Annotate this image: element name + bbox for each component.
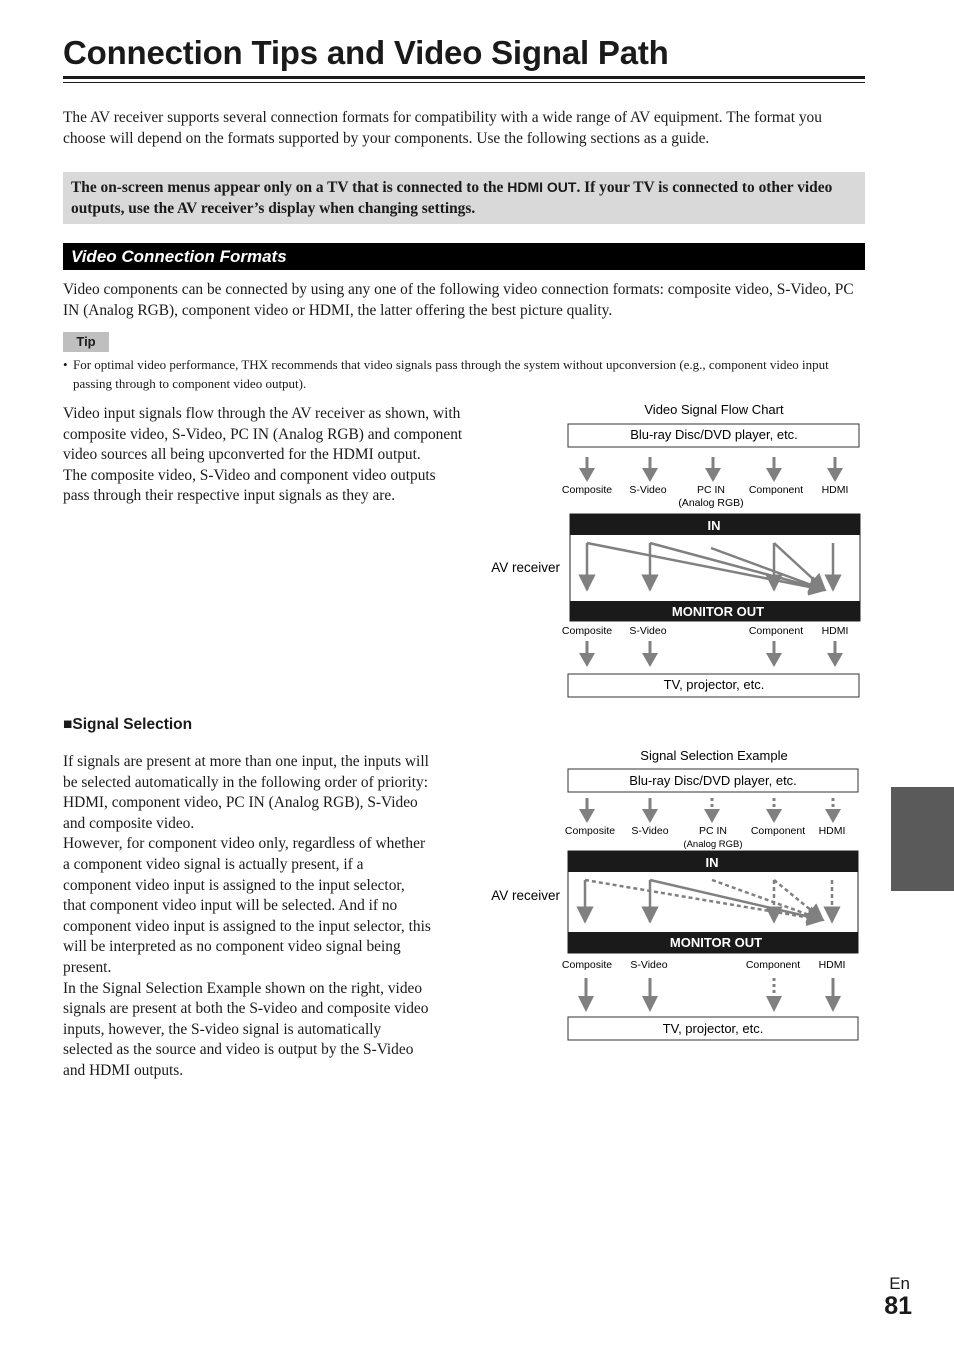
flow-output-svideo: S-Video xyxy=(629,625,667,637)
sel-path-composite-hdmi xyxy=(585,880,823,920)
sel-path-pcin-hdmi xyxy=(712,880,823,920)
selection-input-svideo: S-Video xyxy=(631,825,669,837)
sel-in-arrow-composite xyxy=(579,798,595,823)
flow-in-arrow-component xyxy=(766,457,782,482)
flow-in-arrow-svideo xyxy=(642,457,658,482)
sel-in-arrow-component xyxy=(766,798,782,823)
selection-output-component: Component xyxy=(745,959,801,971)
flow-in-arrow-pcin xyxy=(705,457,721,482)
flow-output-hdmi: HDMI xyxy=(821,625,849,637)
formats-paragraph: Video components can be connected by using any one of the following video connection formats: composite video, S-Video, PC IN (Analog RGB), component video or HDMI, the latter offering the best picture quality. xyxy=(63,281,854,319)
selection-input-composite: Composite xyxy=(564,825,616,837)
flow-input-composite: Composite xyxy=(561,484,613,496)
language-label: En xyxy=(889,1274,910,1293)
tip-label: Tip xyxy=(63,332,109,352)
selection-output-svideo: S-Video xyxy=(630,959,668,971)
flow-receiver-label: AV receiver xyxy=(491,560,560,575)
selection-input-arrows xyxy=(579,798,841,823)
flow-input-component: Component xyxy=(748,484,804,496)
sel-out-arrow-composite xyxy=(578,978,594,1012)
selection-output-composite: Composite xyxy=(561,959,613,971)
flow-paragraph-1: Video input signals flow through the AV receiver as shown, with composite video, S-Video, PC IN (Analog RGB) and component video sources all being upconverted for the HDMI output. xyxy=(63,405,463,464)
selection-title: Signal Selection Example xyxy=(640,748,788,763)
selection-paragraph-3: In the Signal Selection Example shown on the right, video signals are present at both the S-video and composite video inputs, however, the S-video signal is automatically selected as the source and video is output by the S-Video and HDMI outputs. xyxy=(63,979,429,1079)
selection-input-pcin: PC IN xyxy=(698,825,728,837)
page-title: Connection Tips and Video Signal Path xyxy=(63,34,669,71)
flow-out-arrow-svideo xyxy=(642,641,658,667)
flow-input-svideo: S-Video xyxy=(629,484,667,496)
intro-paragraph: The AV receiver supports several connection formats for compatibility with a wide range of AV equipment. The format you choose will depend on the formats supported by your components. Use the following sections as a guide. xyxy=(63,109,822,147)
tip-body: For optimal video performance, THX recommends that video signals pass through the system without upconversion (e.g., component video input passing through to component video output). xyxy=(73,357,829,391)
selection-receiver-label: AV receiver xyxy=(491,888,560,903)
flow-monitor-label: MONITOR OUT xyxy=(671,604,765,619)
sel-in-arrow-pcin xyxy=(704,798,720,823)
flow-paragraph-2: The composite video, S-Video and component video outputs pass through their respective input signals as they are. xyxy=(63,466,436,505)
flow-output-component: Component xyxy=(748,625,804,637)
chapter-side-tab xyxy=(891,787,954,891)
flow-in-arrow-composite xyxy=(579,457,595,482)
selection-source-label: Blu-ray Disc/DVD player, etc. xyxy=(629,773,797,788)
flow-out-arrow-hdmi xyxy=(827,641,843,667)
flow-out-arrow-composite xyxy=(579,641,595,667)
selection-paragraph-1: If signals are present at more than one input, the inputs will be selected automatically in the following order of priority: HDMI, component video, PC IN (Analog RGB), S-Video and composite video. xyxy=(63,753,429,832)
flow-source-label: Blu-ray Disc/DVD player, etc. xyxy=(630,427,798,442)
selection-internal-paths xyxy=(585,880,832,922)
flow-input-pcin-sub: (Analog RGB) xyxy=(678,497,744,509)
flow-out-arrow-component xyxy=(766,641,782,667)
sel-out-arrow-svideo xyxy=(642,978,658,1012)
selection-in-label: IN xyxy=(705,855,719,870)
selection-monitor-label: MONITOR OUT xyxy=(669,935,763,950)
sel-in-arrow-svideo xyxy=(642,798,658,823)
notice-keyword: HDMI OUT xyxy=(507,179,577,195)
flow-in-arrow-hdmi xyxy=(827,457,843,482)
selection-input-pcin-sub: (Analog RGB) xyxy=(683,839,743,850)
heading-text: Signal Selection xyxy=(72,716,193,733)
flow-input-pcin: PC IN xyxy=(696,484,726,496)
signal-selection-example xyxy=(491,748,858,1040)
flow-path-pcin-hdmi xyxy=(711,548,825,590)
sel-out-arrow-component xyxy=(766,978,782,1012)
tip-bullet: • xyxy=(63,357,68,372)
section-title: Video Connection Formats xyxy=(63,243,865,270)
flow-output-composite: Composite xyxy=(561,625,613,637)
selection-destination-label: TV, projector, etc. xyxy=(662,1021,764,1036)
page-number: 81 xyxy=(884,1292,912,1320)
flow-chart-title: Video Signal Flow Chart xyxy=(644,402,784,417)
selection-input-hdmi: HDMI xyxy=(818,825,846,837)
flow-destination-label: TV, projector, etc. xyxy=(663,677,765,692)
flow-input-hdmi: HDMI xyxy=(821,484,849,496)
notice-text-2: . If your TV is connected to other video outputs, use the AV receiver’s display when changing settings. xyxy=(71,179,833,217)
flow-internal-paths xyxy=(587,543,833,590)
sel-in-arrow-hdmi xyxy=(825,798,841,823)
notice-text-1: The on-screen menus appear only on a TV that is connected to the xyxy=(71,179,508,196)
selection-paragraph-2: However, for component video only, regardless of whether a component video signal is actually present, if a component video input is assigned to the input selector, that component video input will be selected. And if no component video input is assigned to the input selector, this will be interpreted as no component video signal being present. xyxy=(63,835,431,976)
flow-path-composite-hdmi xyxy=(587,543,825,590)
selection-input-component: Component xyxy=(750,825,806,837)
selection-output-hdmi: HDMI xyxy=(818,959,846,971)
selection-output-arrows xyxy=(578,978,841,1012)
flow-output-arrows xyxy=(579,641,843,667)
flow-input-arrows xyxy=(579,457,843,482)
sel-out-arrow-hdmi xyxy=(825,978,841,1012)
flow-in-label: IN xyxy=(707,518,721,533)
heading-marker: ■ xyxy=(63,716,73,733)
